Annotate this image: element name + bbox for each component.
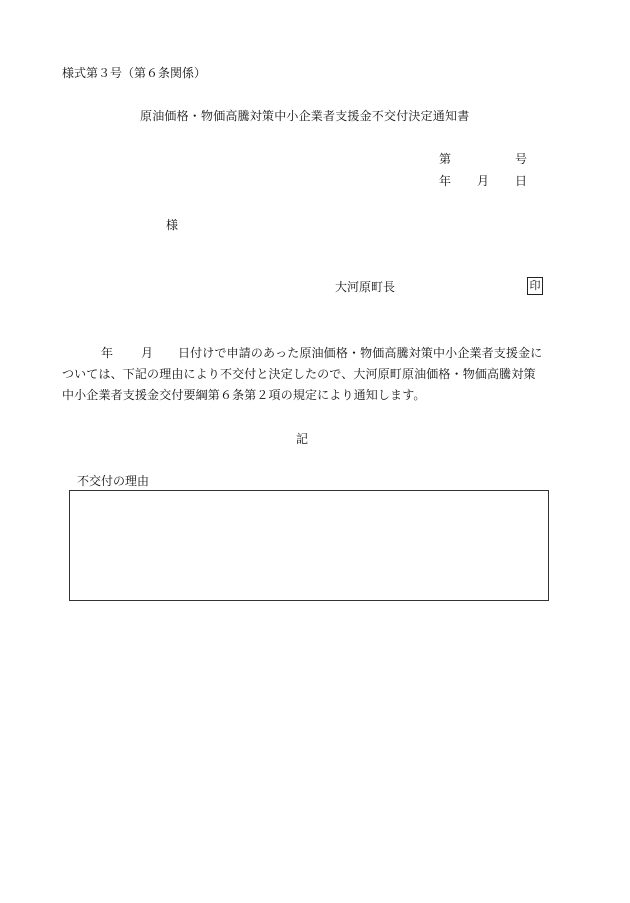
number-suffix: 号 <box>515 152 528 166</box>
body-year-label: 年 <box>101 346 114 360</box>
document-title: 原油価格・物価高騰対策中小企業者支援金不交付決定通知書 <box>140 109 470 123</box>
reason-box[interactable] <box>69 490 549 601</box>
body-line-1: 日付けで申請のあった原油価格・物価高騰対策中小企業者支援金に <box>178 346 543 360</box>
body-line-2: ついては、下記の理由により不交付と決定したので、大河原町原油価格・物価高騰対策 <box>62 367 536 381</box>
issuer-name: 大河原町長 <box>335 280 396 294</box>
form-number-label: 様式第３号（第６条関係） <box>62 66 207 80</box>
reason-label: 不交付の理由 <box>77 474 150 488</box>
body-line-3: 中小企業者支援金交付要綱第６条第２項の規定により通知します。 <box>62 388 426 402</box>
date-day-label: 日 <box>515 174 528 188</box>
recipient-honorific: 様 <box>166 218 179 232</box>
date-month-label: 月 <box>477 174 490 188</box>
body-month-label: 月 <box>141 346 154 360</box>
number-prefix: 第 <box>439 152 452 166</box>
date-year-label: 年 <box>439 174 452 188</box>
ki-heading: 記 <box>296 432 309 446</box>
seal-mark: 印 <box>527 277 543 295</box>
